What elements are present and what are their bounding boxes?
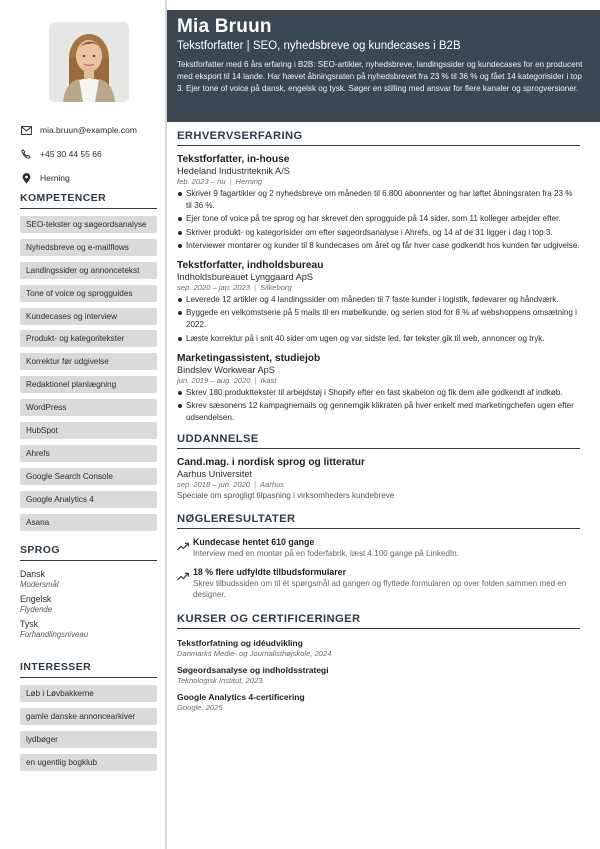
language-name: Engelsk xyxy=(20,594,52,604)
job-title: Tekstforfatter, indholdsbureau xyxy=(177,260,324,272)
sidebar xyxy=(0,0,167,849)
job-company: Hedeland Industriteknik A/S xyxy=(177,166,290,176)
email-text: mia.bruun@example.com xyxy=(40,125,137,135)
job-company: Indholdsbureauet Lynggaard ApS xyxy=(177,272,314,283)
course-title: Søgeordsanalyse og indholdsstrategi xyxy=(177,664,329,675)
resume-header xyxy=(167,10,600,122)
course-title: Google Analytics 4-certificering xyxy=(177,691,305,702)
job-company: Bindslev Workwear ApS xyxy=(177,364,275,375)
result-description: Skrev tilbudssiden om til ét spørgsmål ad gangen og flyttede formularen op over folden sammen med en designer. xyxy=(193,579,567,600)
bullet-item: Skriver 9 fagartikler og 2 nyhedsbreve om måneden til 6.800 abonnenter og har løftet åbningsraten fra 23 % til 36 %. xyxy=(177,188,580,212)
languages-heading: SPROG xyxy=(20,544,157,561)
main-content xyxy=(177,130,580,713)
job-meta xyxy=(177,283,580,293)
skill-tag: Google Search Console xyxy=(20,468,157,485)
job-meta xyxy=(177,376,580,386)
course-meta: Danmarks Medie- og Journalisthøjskole, 2024 xyxy=(177,648,332,658)
bullet-item: Skrev 180 produkttekster til arbejdstøj i Shopify efter en fast skabelon og fik dem alle godkendt af indkøb. xyxy=(177,387,580,399)
courses-heading: KURSER OG CERTIFICERINGER xyxy=(177,613,580,629)
experience-heading: ERHVERVSERFARING xyxy=(177,130,580,146)
bullet-item: Leverede 12 artikler og 4 landingssider om måneden til 7 faste kunder i logistik, fødevarer og håndværk. xyxy=(177,294,580,306)
separator: | xyxy=(254,283,257,293)
location-pin-icon xyxy=(20,172,32,184)
course-item xyxy=(177,665,580,686)
interests-list xyxy=(20,685,157,777)
skills-heading: KOMPETENCER xyxy=(20,192,157,209)
skill-tag: Tone of voice og sprogguides xyxy=(20,285,157,302)
education-heading: UDDANNELSE xyxy=(177,433,580,449)
school-name: Aarhus Universitet xyxy=(177,468,253,479)
language-level: Flydende xyxy=(20,605,53,614)
job-dates: sep. 2020 – jan. 2023 xyxy=(177,283,251,293)
skill-tag: WordPress xyxy=(20,399,157,416)
language-level: Forhandlingsniveau xyxy=(20,630,89,639)
person-name: Mia Bruun xyxy=(177,16,272,37)
language-item xyxy=(20,569,157,589)
job-entry xyxy=(177,154,580,252)
job-entry xyxy=(177,353,580,424)
language-level: Modersmål xyxy=(20,580,59,589)
job-dates: feb. 2023 – nu xyxy=(177,177,226,186)
contact-email xyxy=(20,118,160,142)
skill-tag: Asana xyxy=(20,514,157,531)
contact-location xyxy=(20,166,160,190)
results-heading: NØGLERESULTATER xyxy=(177,513,580,529)
interest-tag: gamle danske annoncearkiver xyxy=(20,708,157,725)
location-text: Herning xyxy=(40,173,70,183)
course-title: Tekstforfatning og idéudvikling xyxy=(177,637,303,648)
interest-tag: en ugentlig bogklub xyxy=(20,754,157,771)
education-dates: sep. 2018 – jun. 2020 xyxy=(177,479,251,489)
phone-icon xyxy=(20,148,32,160)
skill-tag: Produkt- og kategoritekster xyxy=(20,330,157,347)
language-item xyxy=(20,619,157,639)
separator: | xyxy=(229,177,232,186)
contact-phone xyxy=(20,142,160,166)
job-location: Silkeborg xyxy=(260,283,292,293)
profile-summary: Tekstforfatter med 6 års erfaring i B2B: SEO-artikler, nyhedsbreve, landingssider og kundecases for en producent med eksport til 14 lande. Har hævet åbningsraten på nyhedsbrevet fra 23 % til 36 % og fået 14 kategorisider i top 3. Ejer tone of voice på dansk, engelsk og tysk. Søger en stilling med ansvar for flere kanaler og sprogversioner. xyxy=(177,60,583,94)
interests-heading: INTERESSER xyxy=(20,661,157,678)
skill-tag: Nyhedsbreve og e-mailflows xyxy=(20,239,157,256)
course-item xyxy=(177,638,580,659)
skill-tag: Kundecases og interview xyxy=(20,308,157,325)
thesis-note: Speciale om sprogligt tilpasning i virksomheders kundebreve xyxy=(177,490,395,500)
job-location: Ikast xyxy=(260,375,277,385)
profile-photo xyxy=(49,22,129,102)
course-meta: Teknologisk Institut, 2023 xyxy=(177,675,263,685)
phone-text: +45 30 44 55 66 xyxy=(40,149,102,159)
skill-tag: Google Analytics 4 xyxy=(20,491,157,508)
skill-tag: SEO-tekster og søgeordsanalyse xyxy=(20,216,157,233)
skill-tag: Redaktionel planlægning xyxy=(20,376,157,393)
languages-list xyxy=(20,569,157,644)
separator: | xyxy=(254,375,257,385)
portrait-image xyxy=(49,22,129,102)
bullet-item: Skriver produkt- og kategorisider om efter søgeordsanalyse i Ahrefs, og 14 af de 31 ligger i dag i top 3. xyxy=(177,227,580,239)
job-title: Marketingassistent, studiejob xyxy=(177,352,321,364)
bullet-item: Læste korrektur på i snit 40 sider om ugen og var sidste led, før tekster gik til web, annoncer og tryk. xyxy=(177,333,580,345)
result-title: 18 % flere udfyldte tilbudsformularer xyxy=(193,567,347,578)
result-item xyxy=(177,537,580,559)
envelope-icon xyxy=(20,124,32,136)
job-bullets xyxy=(177,387,580,424)
language-name: Tysk xyxy=(20,619,39,629)
skills-list xyxy=(20,216,157,536)
job-meta xyxy=(177,177,580,187)
bullet-item: Skrev sæsonens 12 kampagnemails og gennemgik klikraten på hver enkelt med marketingchefen ugen efter udsendelsen. xyxy=(177,400,580,424)
skill-tag: Korrektur før udgivelse xyxy=(20,353,157,370)
skill-tag: HubSpot xyxy=(20,422,157,439)
language-item xyxy=(20,594,157,614)
language-name: Dansk xyxy=(20,569,45,579)
trend-up-icon xyxy=(177,568,189,578)
separator: | xyxy=(254,479,257,489)
education-meta xyxy=(177,480,580,490)
job-dates: jun. 2019 – aug. 2020 xyxy=(177,375,251,385)
job-location: Herning xyxy=(235,177,263,186)
bullet-item: Interviewer montører og kunder til 8 kundecases om året og får hver case godkendt hos kunden før udgivelse. xyxy=(177,240,580,252)
job-bullets xyxy=(177,188,580,252)
job-title: Tekstforfatter, in-house xyxy=(177,154,290,165)
degree-title: Cand.mag. i nordisk sprog og litteratur xyxy=(177,456,365,468)
trend-up-icon xyxy=(177,538,189,548)
education-location: Aarhus xyxy=(260,479,285,489)
job-entry xyxy=(177,260,580,345)
bullet-item: Byggede en velkomstserie på 5 mails til en møbelkunde, og serien stod for 8 % af webshoppens omsætning i 2022. xyxy=(177,307,580,331)
job-bullets xyxy=(177,294,580,345)
interest-tag: Løb i Løvbakkerne xyxy=(20,685,157,702)
result-item xyxy=(177,567,580,601)
result-title: Kundecase hentet 610 gange xyxy=(193,536,315,547)
contact-info xyxy=(20,118,160,190)
result-description: Interview med en montør på en foderfabrik, læst 4.100 gange på LinkedIn. xyxy=(193,548,459,558)
bullet-item: Ejer tone of voice på tre sprog og har skrevet den sprogguide på 14 sider, som 11 kolleger arbejder efter. xyxy=(177,213,580,225)
interest-tag: lydbøger xyxy=(20,731,157,748)
job-headline: Tekstforfatter | SEO, nyhedsbreve og kundecases i B2B xyxy=(177,40,461,52)
course-item xyxy=(177,692,580,713)
skill-tag: Landingssider og annoncetekst xyxy=(20,262,157,279)
skill-tag: Ahrefs xyxy=(20,445,157,462)
course-meta: Google, 2025 xyxy=(177,702,223,712)
education-entry xyxy=(177,457,580,501)
